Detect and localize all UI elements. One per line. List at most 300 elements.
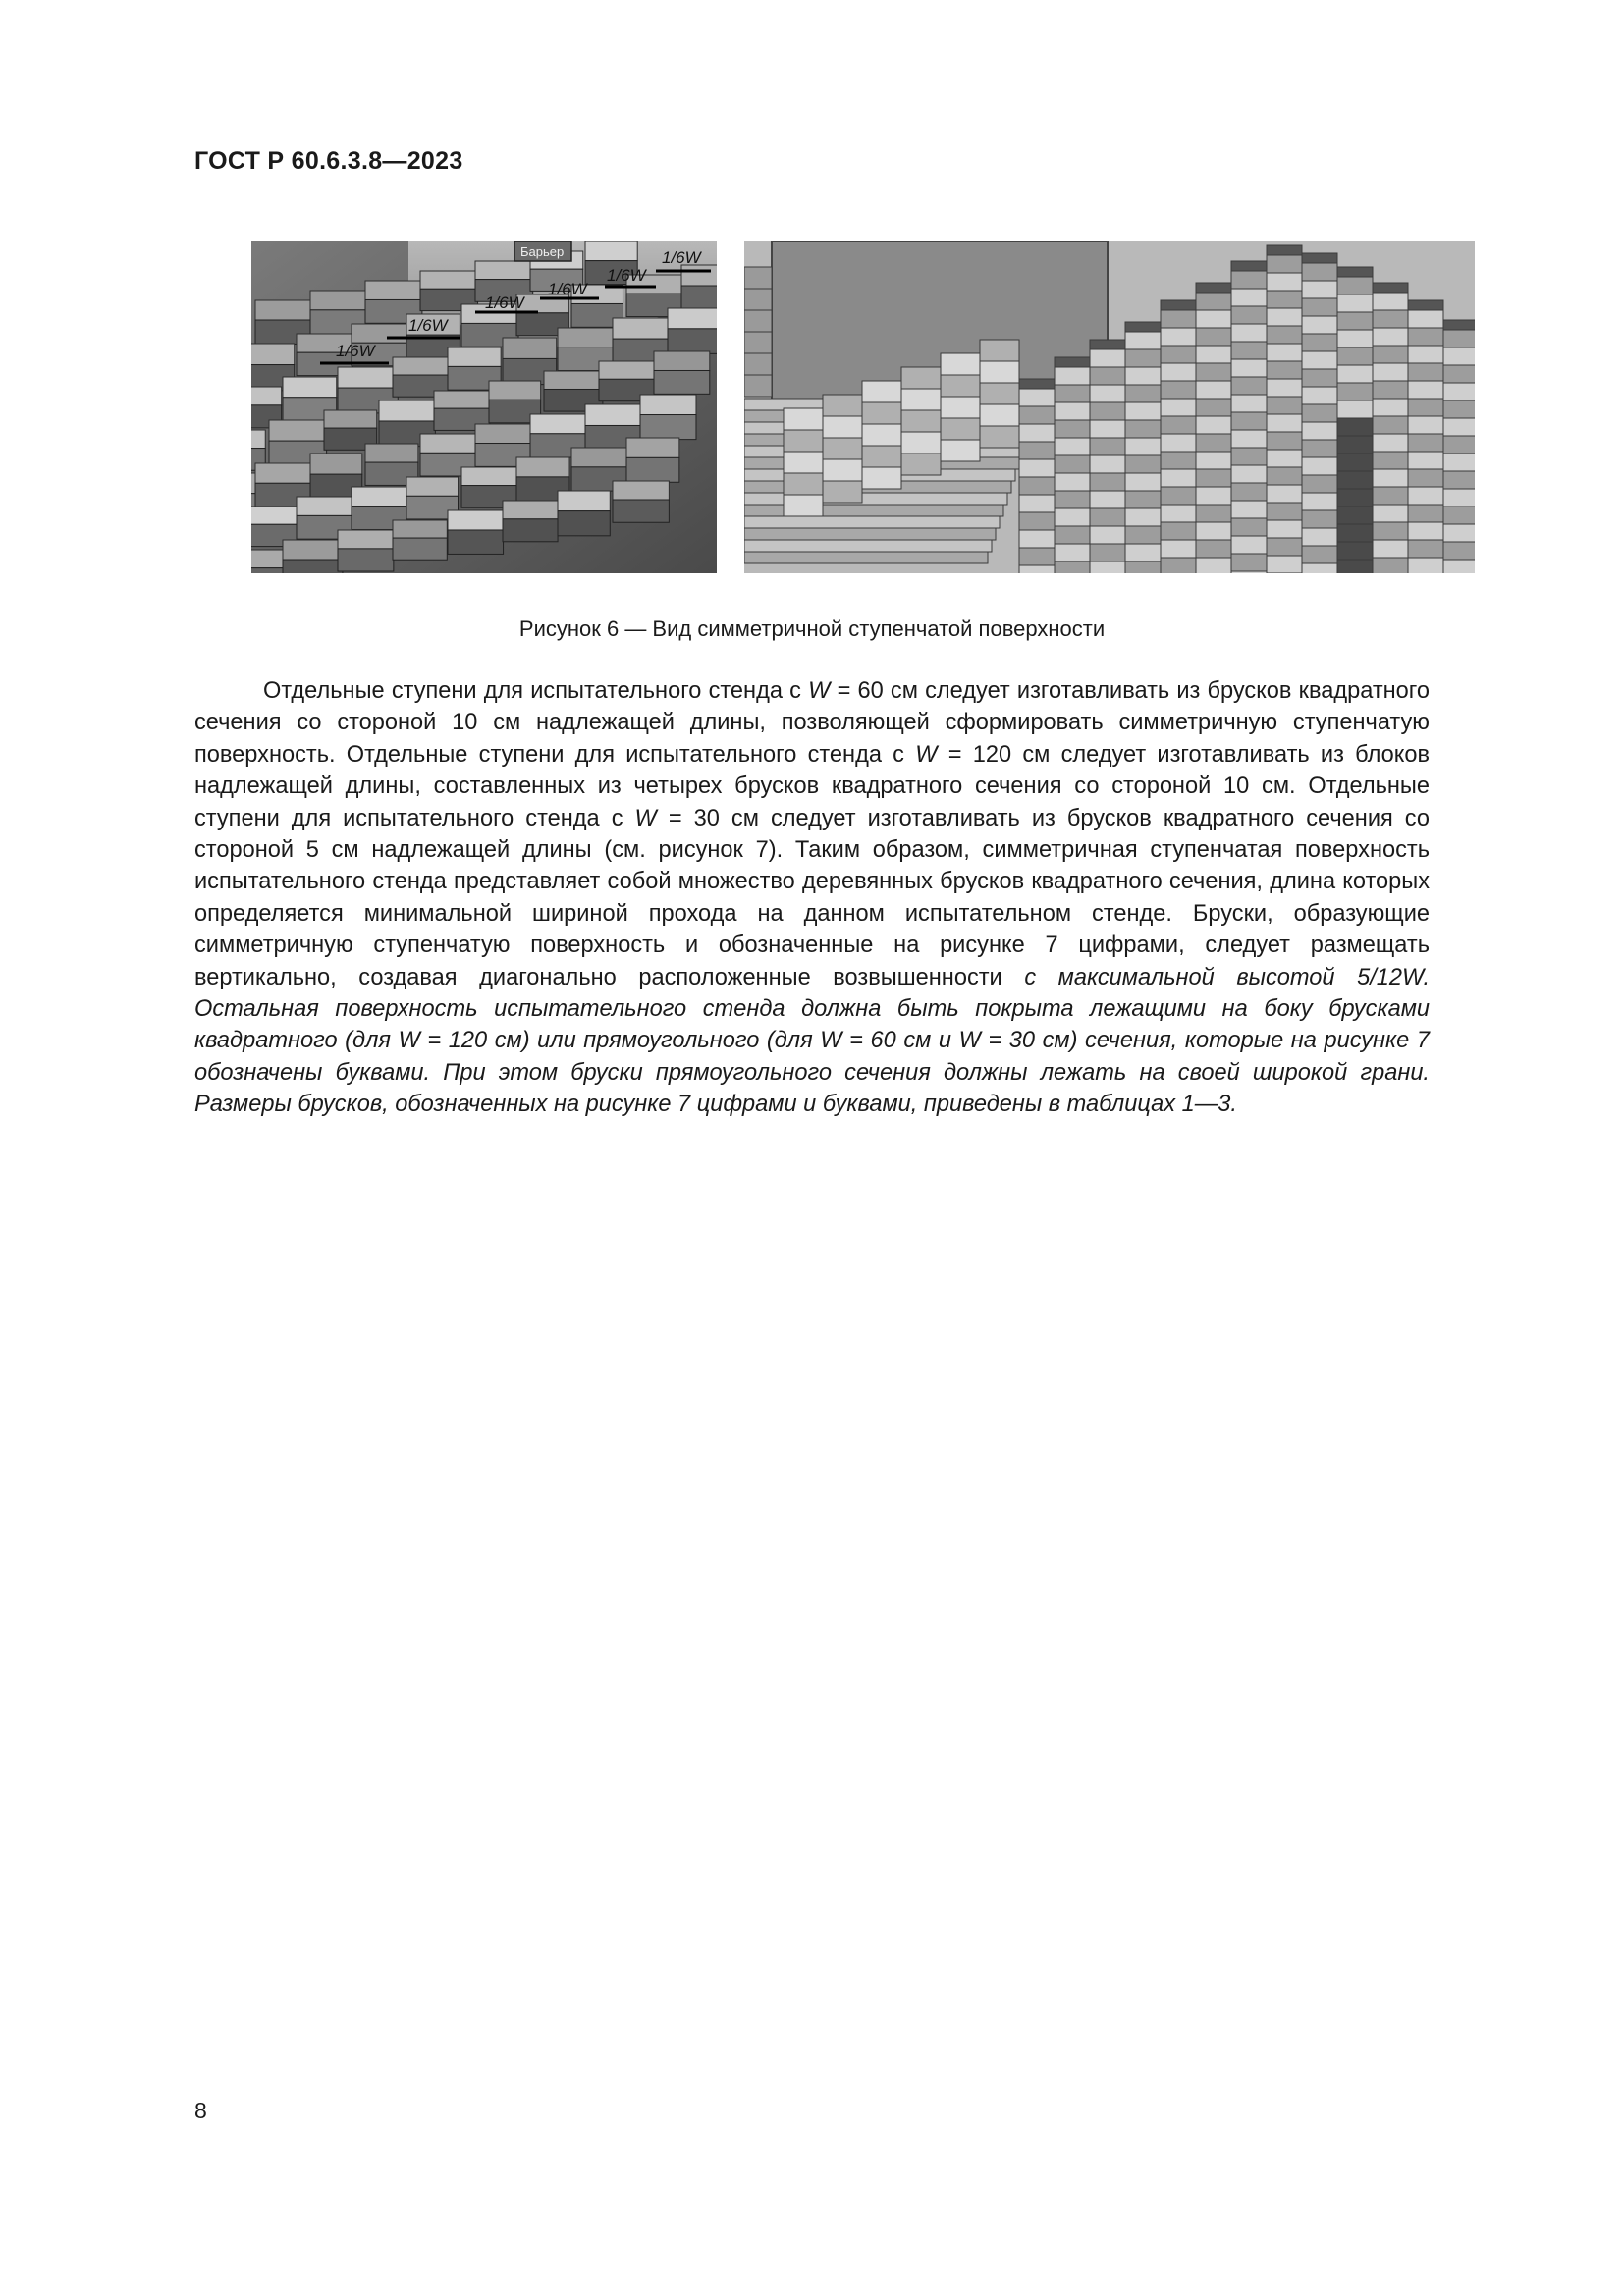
step-column-cell (1373, 469, 1408, 487)
step-column-cell (1196, 363, 1231, 381)
midground-block (784, 430, 823, 452)
midground-block (862, 424, 901, 446)
block-top (503, 501, 558, 519)
step-column-cell (1337, 365, 1373, 383)
block-top (448, 510, 504, 530)
step-column-cell (1267, 361, 1302, 379)
block-top (283, 377, 337, 398)
block-top (516, 457, 569, 477)
midground-block (862, 446, 901, 467)
block-top (585, 241, 637, 261)
step-column-cell (1443, 365, 1475, 383)
step-column-cell (1337, 471, 1373, 489)
step-column-cell (1019, 548, 1055, 565)
step-column-top (1408, 300, 1443, 310)
step-column-cell (1125, 491, 1161, 508)
block-top (475, 261, 533, 280)
step-column-cell (1408, 399, 1443, 416)
step-column-cell (1373, 416, 1408, 434)
midground-block (862, 402, 901, 424)
stacked-block (744, 267, 772, 289)
step-column-cell (1337, 436, 1373, 454)
step-column-cell (1161, 487, 1196, 505)
step-column-cell (1231, 289, 1267, 306)
step-column-cell (1125, 349, 1161, 367)
step-column-cell (1373, 328, 1408, 346)
step-column-cell (1373, 346, 1408, 363)
step-column-cell (1231, 518, 1267, 536)
step-column-top (1443, 320, 1475, 330)
step-column-top (1055, 357, 1090, 367)
step-column-cell (1267, 520, 1302, 538)
step-column-top (1161, 300, 1196, 310)
text-run: = 30 см следует изготавливать из брусков квадратного сечения со стороной 5 см надлежащей длины (см. рисунок 7). Таким образом, симметричная ступенчатая поверхность испытательного стенда представляет собой множество деревянных брусков квадратного сечения, длина которых определяется минимальной шириной прохода на данном испытательном стенде. Бруски, образующие симметричную ступенчатую поверхность и обозначенные на рисунке 7 цифрами, следует размещать вертикально, создавая диагонально расположенные возвышенности (194, 805, 1430, 990)
midground-block (901, 389, 941, 410)
italic-text-run: W (808, 678, 831, 704)
midground-block (784, 495, 823, 516)
step-column-cell (1267, 379, 1302, 397)
block-top (379, 400, 435, 421)
step-column-cell (1231, 306, 1267, 324)
step-column-cell (1337, 560, 1373, 573)
block-top (681, 265, 717, 286)
step-column-cell (1231, 501, 1267, 518)
step-column-cell (1302, 457, 1337, 475)
midground-block (901, 367, 941, 389)
step-label-text: 1/6W (662, 248, 701, 267)
step-column-cell (1267, 326, 1302, 344)
step-column-cell (1196, 346, 1231, 363)
step-column-cell (1267, 538, 1302, 556)
step-column-cell (1196, 452, 1231, 469)
step-column-cell (1373, 399, 1408, 416)
step-column-cell (1302, 563, 1337, 573)
step-column-cell (1196, 469, 1231, 487)
step-column-cell (1231, 448, 1267, 465)
midground-block (784, 473, 823, 495)
step-column-cell (1373, 452, 1408, 469)
block-top (461, 467, 519, 486)
italic-text-run: W (915, 741, 938, 768)
step-column-cell (1125, 332, 1161, 349)
step-column-top (1125, 322, 1161, 332)
step-column-cell (1302, 440, 1337, 457)
block-top (251, 344, 295, 365)
block-top (558, 491, 610, 511)
block-top (668, 308, 717, 329)
step-column-cell (1408, 452, 1443, 469)
text-run: = 60 см следует изготавливать из брусков квадратного сечения со стороной 10 см надлежащей длины, позволяющей сформировать симметричную ступенчатую поверхность. Отдельные ступени для испытательного стенда с (194, 678, 1430, 768)
midground-block (980, 404, 1019, 426)
step-label-text: 1/6W (485, 294, 524, 312)
step-column-cell (1408, 310, 1443, 328)
midground-block (980, 383, 1019, 404)
step-column-cell (1090, 367, 1125, 385)
text-run: Отдельные ступени для испытательного стенда с (263, 678, 809, 704)
block-top (571, 448, 632, 467)
step-column-cell (1267, 344, 1302, 361)
step-column-cell (1019, 530, 1055, 548)
step-column-cell (1019, 442, 1055, 459)
step-column-cell (1302, 281, 1337, 298)
step-column-cell (1443, 542, 1475, 560)
step-column-cell (1337, 312, 1373, 330)
block-top (544, 371, 603, 389)
figure-caption: Рисунок 6 — Вид симметричной ступенчатой поверхности (518, 616, 1106, 641)
step-column-cell (1231, 271, 1267, 289)
step-column-cell (1337, 347, 1373, 365)
block-top (338, 530, 394, 549)
step-column-cell (1337, 524, 1373, 542)
block-top (283, 540, 343, 560)
step-column-cell (1125, 544, 1161, 561)
step-column-cell (1408, 522, 1443, 540)
step-column-cell (1443, 347, 1475, 365)
step-column-cell (1055, 367, 1090, 385)
step-column-cell (1302, 493, 1337, 510)
step-column-cell (1373, 522, 1408, 540)
step-column-cell (1373, 505, 1408, 522)
step-column-cell (1408, 505, 1443, 522)
step-column-cell (1408, 346, 1443, 363)
step-column-cell (1408, 328, 1443, 346)
step-column-cell (1267, 432, 1302, 450)
step-column-cell (1373, 293, 1408, 310)
block-side (558, 511, 610, 536)
step-column-cell (1267, 414, 1302, 432)
step-column-top (1302, 253, 1337, 263)
block-side (448, 530, 504, 554)
step-column-cell (1231, 412, 1267, 430)
block-top (585, 404, 641, 425)
block-top (251, 430, 265, 449)
step-label-text: 1/6W (336, 342, 375, 360)
block-top (352, 324, 406, 343)
step-column-cell (1231, 395, 1267, 412)
step-column-cell (1302, 316, 1337, 334)
block-top (434, 391, 490, 408)
midground-block (980, 340, 1019, 361)
step-column-cell (1090, 491, 1125, 508)
step-column-cell (1125, 367, 1161, 385)
midground-block (941, 375, 980, 397)
step-column-cell (1337, 542, 1373, 560)
step-column-cell (1019, 495, 1055, 512)
block-top (475, 424, 531, 444)
block-top (393, 520, 447, 538)
page-number: 8 (194, 2098, 207, 2123)
step-column-cell (1302, 298, 1337, 316)
block-side (626, 457, 679, 482)
step-column-cell (1267, 255, 1302, 273)
step-column-cell (1161, 381, 1196, 399)
step-column-cell (1090, 402, 1125, 420)
step-column-cell (1161, 522, 1196, 540)
step-column-cell (1090, 420, 1125, 438)
step-column-cell (1125, 438, 1161, 455)
stacked-block (744, 375, 772, 397)
block-side (251, 568, 287, 573)
step-column-cell (1196, 540, 1231, 558)
stepped-surface-render (744, 241, 1475, 573)
step-column-cell (1055, 473, 1090, 491)
step-column-cell (1408, 540, 1443, 558)
step-column-top (1373, 283, 1408, 293)
block-top (352, 487, 407, 507)
step-column-cell (1090, 508, 1125, 526)
block-top (251, 507, 297, 524)
step-column-cell (1161, 399, 1196, 416)
step-column-cell (1302, 369, 1337, 387)
step-column-cell (1337, 507, 1373, 524)
lying-bar (744, 540, 992, 552)
stacked-block (744, 310, 772, 332)
block-top (255, 300, 311, 320)
block-top (251, 387, 282, 405)
step-column-cell (1019, 389, 1055, 406)
block-top (310, 291, 365, 310)
body-paragraph (194, 675, 1430, 1121)
midground-block (941, 353, 980, 375)
block-top (393, 357, 450, 375)
step-column-cell (1231, 430, 1267, 448)
step-column-cell (1196, 505, 1231, 522)
step-column-cell (1408, 469, 1443, 487)
step-column-cell (1196, 381, 1231, 399)
step-column-cell (1408, 487, 1443, 505)
block-top (310, 454, 362, 474)
step-column-cell (1161, 558, 1196, 573)
lying-bar (744, 552, 988, 563)
step-column-cell (1267, 556, 1302, 573)
step-column-cell (1161, 363, 1196, 381)
block-side (283, 560, 343, 573)
step-label-text: 1/6W (408, 316, 448, 335)
step-column-top (1196, 283, 1231, 293)
block-top (420, 434, 475, 453)
step-column-cell (1019, 565, 1055, 573)
midground-block (941, 397, 980, 418)
step-column-cell (1090, 473, 1125, 491)
block-side (613, 500, 669, 522)
step-column-cell (1267, 450, 1302, 467)
step-column-cell (1373, 381, 1408, 399)
step-column-cell (1337, 400, 1373, 418)
step-column-cell (1125, 473, 1161, 491)
block-side (668, 329, 717, 353)
stepped-surface-photo (251, 241, 717, 573)
block-top (297, 497, 354, 515)
step-column-cell (1373, 310, 1408, 328)
step-column-cell (1443, 383, 1475, 400)
block-top (269, 420, 327, 441)
step-column-cell (1055, 508, 1090, 526)
step-column-cell (1267, 273, 1302, 291)
step-column-cell (1161, 310, 1196, 328)
step-column-cell (1019, 512, 1055, 530)
step-column-cell (1196, 310, 1231, 328)
step-column-cell (1231, 465, 1267, 483)
step-column-cell (1443, 560, 1475, 573)
block-side (393, 538, 447, 560)
block-top (365, 281, 422, 299)
step-column-cell (1443, 330, 1475, 347)
step-label-text: 1/6W (548, 280, 587, 298)
block-top (558, 328, 615, 347)
step-column-cell (1373, 363, 1408, 381)
midground-block (823, 438, 862, 459)
step-column-cell (1055, 491, 1090, 508)
step-column-cell (1161, 469, 1196, 487)
step-column-cell (1161, 346, 1196, 363)
lying-bar (744, 528, 996, 540)
step-column-cell (1019, 406, 1055, 424)
step-column-cell (1443, 436, 1475, 454)
step-column-cell (1125, 402, 1161, 420)
step-column-cell (1055, 455, 1090, 473)
midground-block (823, 481, 862, 503)
italic-text-run: с максимальной высотой 5/12W. Остальная поверхность испытательного стенда должна быть покрыта лежащими на боку брусками квадратного (для W = 120 см) или прямоугольного (для W = 60 см и W = 30 см) сечения, которые на рисунке 7 обозначены буквами. При этом бруски прямоугольного сечения должны лежать на своей широкой грани. Размеры брусков, обозначенных на рисунке 7 цифрами и буквами, приведены в таблицах 1—3. (194, 964, 1430, 1118)
block-top (255, 463, 313, 483)
step-column-cell (1019, 424, 1055, 442)
step-column-cell (1019, 459, 1055, 477)
step-column-cell (1443, 489, 1475, 507)
block-side (338, 549, 394, 571)
midground-block (823, 459, 862, 481)
step-column-cell (1090, 455, 1125, 473)
step-column-cell (1196, 487, 1231, 505)
paragraph-text (194, 675, 1430, 1121)
midground-block (980, 361, 1019, 383)
step-column-cell (1055, 526, 1090, 544)
step-column-cell (1055, 385, 1090, 402)
stacked-block (744, 332, 772, 353)
step-column-cell (1196, 328, 1231, 346)
step-column-cell (1267, 308, 1302, 326)
step-column-cell (1267, 485, 1302, 503)
midground-block (941, 440, 980, 461)
step-column-cell (1267, 397, 1302, 414)
step-column-cell (1161, 434, 1196, 452)
step-column-cell (1055, 544, 1090, 561)
step-column-cell (1302, 546, 1337, 563)
lying-bar (744, 516, 1000, 528)
step-column-cell (1090, 349, 1125, 367)
stacked-block (744, 353, 772, 375)
step-column-cell (1443, 471, 1475, 489)
step-label-text: 1/6W (607, 266, 646, 285)
step-column-cell (1408, 363, 1443, 381)
step-column-cell (1408, 558, 1443, 573)
step-column-cell (1231, 359, 1267, 377)
block-side (654, 370, 710, 394)
block-top (489, 381, 541, 400)
midground-block (862, 467, 901, 489)
step-column-top (1231, 261, 1267, 271)
step-column-cell (1302, 263, 1337, 281)
midground-block (901, 454, 941, 475)
step-column-top (1337, 267, 1373, 277)
step-column-cell (1373, 558, 1408, 573)
block-top (420, 271, 478, 289)
block-top (626, 438, 679, 457)
step-column-cell (1302, 475, 1337, 493)
italic-text-run: W (634, 805, 657, 831)
midground-block (823, 416, 862, 438)
block-top (448, 347, 501, 366)
step-column-cell (1055, 402, 1090, 420)
step-column-cell (1443, 418, 1475, 436)
step-column-cell (1019, 477, 1055, 495)
midground-block (823, 395, 862, 416)
step-column-cell (1055, 420, 1090, 438)
step-column-cell (1161, 505, 1196, 522)
block-top (406, 477, 459, 496)
block-top (640, 395, 696, 415)
step-column-cell (1161, 416, 1196, 434)
block-top (613, 318, 669, 339)
step-column-cell (1337, 330, 1373, 347)
midground-block (784, 452, 823, 473)
step-column-cell (1196, 293, 1231, 310)
step-column-cell (1231, 377, 1267, 395)
midground-block (901, 410, 941, 432)
step-column-cell (1090, 561, 1125, 573)
block-top (503, 338, 557, 358)
step-column-cell (1196, 399, 1231, 416)
step-column-cell (1443, 524, 1475, 542)
step-column-cell (1302, 510, 1337, 528)
document-code-header: ГОСТ Р 60.6.3.8—2023 (194, 147, 463, 175)
step-column-cell (1443, 454, 1475, 471)
step-column-cell (1161, 540, 1196, 558)
step-column-cell (1055, 561, 1090, 573)
step-column-cell (1408, 434, 1443, 452)
step-column-top (1019, 379, 1055, 389)
step-column-cell (1231, 571, 1267, 573)
step-column-cell (1302, 422, 1337, 440)
step-column-cell (1125, 561, 1161, 573)
step-column-cell (1161, 452, 1196, 469)
stacked-block (744, 289, 772, 310)
step-column-cell (1302, 404, 1337, 422)
step-column-cell (1373, 434, 1408, 452)
block-top (654, 351, 710, 370)
step-column-cell (1090, 438, 1125, 455)
step-column-cell (1408, 381, 1443, 399)
step-column-cell (1408, 416, 1443, 434)
step-column-cell (1231, 554, 1267, 571)
step-column-cell (1443, 400, 1475, 418)
midground-block (901, 432, 941, 454)
step-column-top (1267, 245, 1302, 255)
step-column-cell (1267, 291, 1302, 308)
step-column-cell (1337, 277, 1373, 294)
barrier-label: Барьер (520, 244, 565, 259)
step-column-cell (1161, 328, 1196, 346)
step-column-cell (1125, 508, 1161, 526)
block-side (681, 286, 717, 311)
step-column-cell (1337, 454, 1373, 471)
block-top (338, 367, 398, 388)
block-side (640, 415, 696, 440)
step-column-cell (1196, 434, 1231, 452)
step-column-cell (1231, 483, 1267, 501)
step-column-cell (1337, 489, 1373, 507)
step-column-cell (1196, 522, 1231, 540)
block-top (613, 481, 669, 500)
midground-block (784, 408, 823, 430)
